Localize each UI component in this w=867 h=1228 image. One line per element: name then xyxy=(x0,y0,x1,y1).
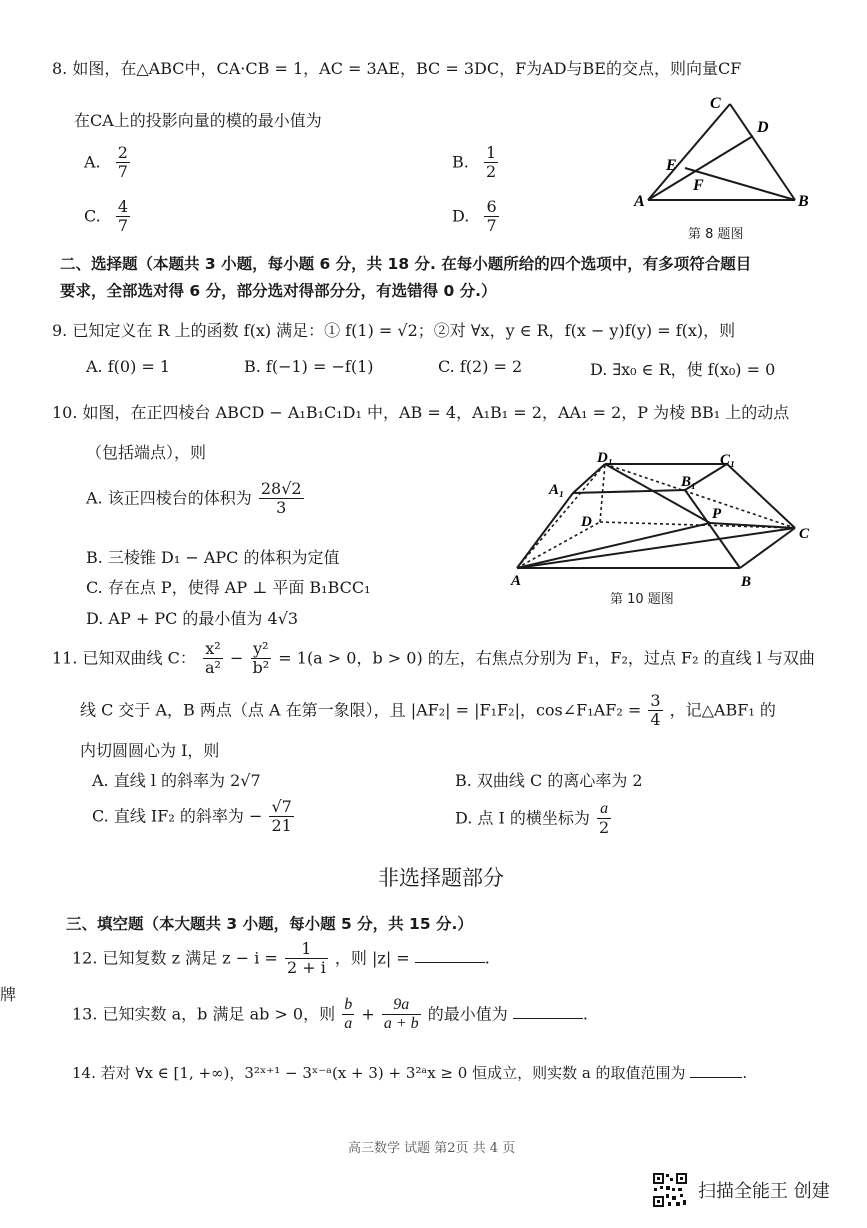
q11-text: 11. 已知双曲线 C： xyxy=(52,648,196,668)
option-den: 3 xyxy=(276,498,287,518)
q10-line2: （包括端点），则 xyxy=(86,443,207,462)
minus-sign: − xyxy=(230,648,244,668)
watermark-text: 扫描全能王 创建 xyxy=(698,1181,830,1202)
q14 xyxy=(72,1062,747,1083)
label-a: A xyxy=(634,193,645,210)
label-c: C xyxy=(710,95,721,112)
fraction-num: y² xyxy=(251,640,272,659)
option-den: 7 xyxy=(117,162,128,182)
q12-text: ，则 |z| = xyxy=(334,948,410,968)
q11-text: = 1(a > 0，b > 0) 的左，右焦点分别为 F₁，F₂，过点 F₂ 的直线 l 与双曲 xyxy=(278,648,815,668)
fraction-den: 21 xyxy=(271,816,292,836)
plus-sign: + xyxy=(361,1004,375,1024)
q11-line3: 内切圆圆心为 I，则 xyxy=(80,741,220,760)
option-num: 1 xyxy=(485,143,497,162)
fraction-num: 3 xyxy=(650,691,661,710)
fraction-num: a xyxy=(597,800,611,819)
q11-text: 线 C 交于 A，B 两点（点 A 在第一象限），且 |AF₂| = |F₁F₂|，cos∠F₁AF₂ = xyxy=(80,700,642,720)
fraction-den: a xyxy=(344,1015,353,1033)
q11-option-b: B. 双曲线 C 的离心率为 2 xyxy=(455,771,643,790)
q11-option-c xyxy=(92,798,296,836)
q8-figure-caption: 第 8 题图 xyxy=(688,227,744,242)
q9-stem: 9. 已知定义在 R 上的函数 f(x) 满足：① f(1) = √2；②对 ∀x，y ∈ R，f(x − y)f(y) = f(x)，则 xyxy=(52,321,736,340)
q8-line2: 在CA上的投影向量的模的最小值为 xyxy=(74,111,322,130)
label-a: A xyxy=(511,573,522,588)
q11-line1 xyxy=(52,640,815,678)
option-text: C. 直线 IF₂ 的斜率为 − xyxy=(92,806,263,826)
q9-option-d: D. ∃x₀ ∈ R，使 f(x₀) = 0 xyxy=(590,360,776,379)
option-letter: B. xyxy=(452,152,469,172)
option-letter: A. xyxy=(84,152,101,172)
q8-option-b xyxy=(452,144,500,182)
label-e: E xyxy=(666,157,677,174)
section3-title: 三、填空题（本大题共 3 小题，每小题 5 分，共 15 分.） xyxy=(66,915,473,933)
option-den: 7 xyxy=(117,216,129,236)
answer-blank xyxy=(690,1063,742,1078)
q14-end: . xyxy=(742,1064,748,1082)
label-a1: A₁ xyxy=(549,482,565,498)
option-den: 7 xyxy=(486,216,497,236)
option-text: D. 点 I 的横坐标为 xyxy=(455,808,590,828)
q9-option-b: B. f(−1) = −f(1) xyxy=(244,357,374,376)
option-num: 6 xyxy=(486,197,497,216)
q10-option-d: D. AP + PC 的最小值为 4√3 xyxy=(86,609,299,628)
q10-line1: 10. 如图，在正四棱台 ABCD − A₁B₁C₁D₁ 中，AB = 4，A₁B₁ = 2，AA₁ = 2，P 为棱 BB₁ 上的动点 xyxy=(52,403,790,422)
fraction-den: 2 + i xyxy=(286,958,326,978)
answer-blank xyxy=(513,1004,583,1019)
label-b: B xyxy=(741,574,752,588)
label-d: D xyxy=(757,119,769,136)
label-c1: C₁ xyxy=(720,452,736,468)
fraction-num: b xyxy=(342,996,354,1015)
label-f: F xyxy=(693,177,704,194)
q11-line2 xyxy=(80,692,776,730)
scanner-watermark xyxy=(652,1172,830,1208)
label-c: C xyxy=(799,526,810,542)
q13-text: 13. 已知实数 a，b 满足 ab > 0，则 xyxy=(72,1004,336,1024)
label-b: B xyxy=(798,193,809,210)
label-d: D xyxy=(581,514,592,530)
label-b1: B₁ xyxy=(681,474,697,490)
q13-end: . xyxy=(582,1004,588,1024)
q8-line1: 8. 如图，在△ABC中，CA·CB = 1，AC = 3AE，BC = 3DC，F为AD与BE的交点，则向量CF xyxy=(52,59,742,78)
margin-char: 牌 xyxy=(0,985,17,1004)
option-letter: C. xyxy=(84,206,101,226)
fraction-num: 9a xyxy=(382,996,421,1015)
option-den: 2 xyxy=(485,162,497,182)
page-footer: 高三数学 试题 第2页 共 4 页 xyxy=(348,1141,516,1156)
fraction-num: 1 xyxy=(285,940,328,959)
fraction-den: 2 xyxy=(599,818,610,838)
q12-text: 12. 已知复数 z 满足 z − i = xyxy=(72,948,278,968)
fraction-den: b² xyxy=(252,658,270,678)
fraction-den: a² xyxy=(204,658,221,678)
fraction-den: 4 xyxy=(650,710,661,730)
part-heading: 非选择题部分 xyxy=(378,866,504,890)
q13 xyxy=(72,996,588,1034)
q8-option-a xyxy=(84,144,132,182)
option-num: 2 xyxy=(117,143,128,162)
fraction-num: x² xyxy=(203,640,223,659)
answer-blank xyxy=(415,948,485,963)
q10-figure-caption: 第 10 题图 xyxy=(610,592,674,607)
option-letter: D. xyxy=(452,206,470,226)
q14-text: 14. 若对 ∀x ∈ [1, +∞)，3²ˣ⁺¹ − 3ˣ⁻ᵃ(x + 3) + 3²ᵃx ≥ 0 恒成立，则实数 a 的取值范围为 xyxy=(72,1064,686,1082)
q11-option-d xyxy=(455,800,613,838)
q11-option-a: A. 直线 l 的斜率为 2√7 xyxy=(92,771,261,790)
q9-option-a: A. f(0) = 1 xyxy=(86,357,171,376)
q8-option-d xyxy=(452,198,501,236)
option-text: A. 该正四棱台的体积为 xyxy=(86,488,252,508)
q12-end: . xyxy=(484,948,490,968)
q11-text: ，记△ABF₁ 的 xyxy=(669,700,776,720)
fraction-den: a + b xyxy=(383,1015,419,1033)
section2-title-line2: 要求，全部选对得 6 分，部分选对得部分分，有选错得 0 分.） xyxy=(60,282,497,300)
q9-option-c: C. f(2) = 2 xyxy=(438,357,523,376)
qr-code-icon xyxy=(652,1172,688,1208)
q12 xyxy=(72,940,490,978)
q10-option-c: C. 存在点 P，使得 AP ⊥ 平面 B₁BCC₁ xyxy=(86,578,371,597)
q8-option-c xyxy=(84,198,132,236)
option-num: 28√2 xyxy=(260,479,302,498)
q10-frustum-figure xyxy=(505,448,825,588)
option-num: 4 xyxy=(117,197,129,216)
label-p: P xyxy=(712,506,722,522)
label-d1: D₁ xyxy=(597,450,614,466)
q10-option-b: B. 三棱锥 D₁ − APC 的体积为定值 xyxy=(86,548,340,567)
q10-option-a xyxy=(86,480,306,518)
q8-triangle-figure xyxy=(630,92,820,217)
section2-title-line1: 二、选择题（本题共 3 小题，每小题 6 分，共 18 分. 在每小题所给的四个选项中，有多项符合题目 xyxy=(60,255,752,273)
fraction-num: √7 xyxy=(271,797,292,816)
q13-text: 的最小值为 xyxy=(427,1004,508,1024)
